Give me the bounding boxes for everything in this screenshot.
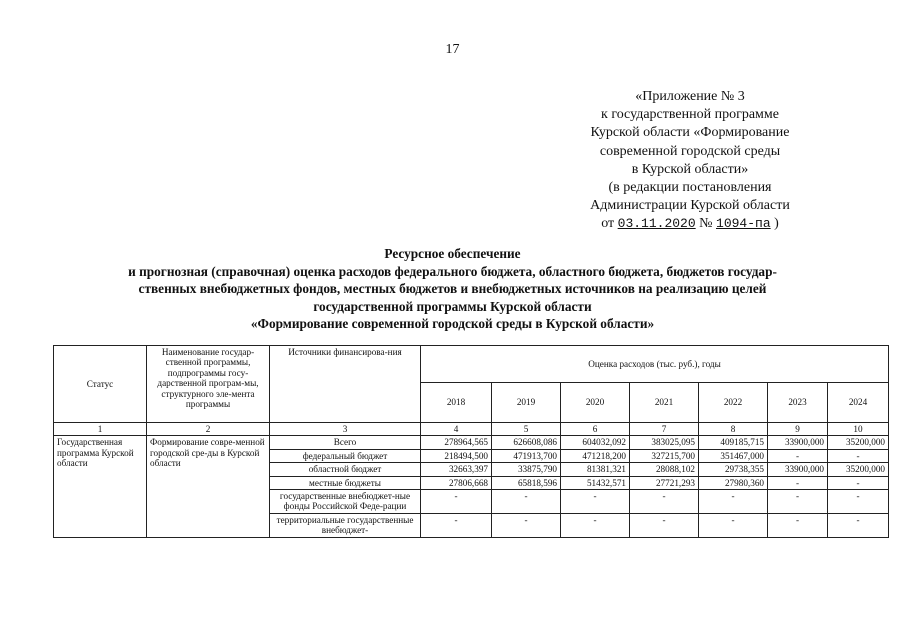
value-cell: 28088,102 (630, 463, 699, 476)
appendix-line: «Приложение № 3 (635, 89, 745, 104)
title-line: ственных внебюджетных фондов, местных бюджетов и внебюджетных источников на реализацию целей (138, 281, 767, 297)
column-number: 5 (492, 423, 561, 436)
header-year: 2022 (699, 383, 768, 423)
value-cell: - (421, 490, 492, 514)
value-cell: - (492, 490, 561, 514)
source-cell: территориальные государственные внебюджет- (270, 513, 421, 537)
appendix-block (560, 88, 820, 234)
resource-table (53, 345, 889, 538)
header-year: 2024 (828, 383, 889, 423)
appendix-line: к государственной программе (601, 107, 779, 123)
value-cell: - (828, 476, 889, 489)
value-cell: 327215,700 (630, 449, 699, 462)
value-cell: - (768, 449, 828, 462)
value-cell: - (768, 476, 828, 489)
value-cell: 33900,000 (768, 463, 828, 476)
title-line: государственной программы Курской области (313, 298, 592, 314)
appendix-line: современной городской среды (599, 143, 781, 159)
value-cell: 27721,293 (630, 476, 699, 489)
title-line: «Формирование современной городской среды в Курской области» (250, 316, 655, 332)
value-cell: - (828, 449, 889, 462)
value-cell: - (561, 513, 630, 537)
value-cell: 51432,571 (561, 476, 630, 489)
value-cell: 35200,000 (828, 436, 889, 449)
column-number: 9 (768, 423, 828, 436)
status-cell: Государственная программа Курской области (54, 436, 147, 537)
title-line: Ресурсное обеспечение (384, 246, 521, 261)
value-cell: - (421, 513, 492, 537)
header-year: 2019 (492, 383, 561, 423)
value-cell: 471218,200 (561, 449, 630, 462)
source-cell: Всего (270, 436, 421, 449)
value-cell: - (828, 513, 889, 537)
header-estimate: Оценка расходов (тыс. руб.), годы (421, 346, 889, 383)
value-cell: 409185,715 (699, 436, 768, 449)
value-cell: 471913,700 (492, 449, 561, 462)
value-cell: 27806,668 (421, 476, 492, 489)
from-label: от (601, 216, 615, 232)
appendix-line: Администрации Курской области (590, 198, 790, 214)
title-line: и прогнозная (справочная) оценка расходов федерального бюджета, областного бюджета, бюджетов государ- (128, 263, 777, 279)
page-number: 17 (445, 42, 460, 57)
column-number: 7 (630, 423, 699, 436)
table-row (54, 436, 889, 449)
header-year: 2023 (768, 383, 828, 423)
header-year: 2020 (561, 383, 630, 423)
source-cell: государственные внебюджет-ные фонды Российской Феде-рации (270, 490, 421, 514)
value-cell: 33875,790 (492, 463, 561, 476)
value-cell: - (630, 513, 699, 537)
decree-reference (560, 215, 820, 233)
value-cell: - (768, 490, 828, 514)
column-number: 1 (54, 423, 147, 436)
source-cell: областной бюджет (270, 463, 421, 476)
value-cell: 278964,565 (421, 436, 492, 449)
appendix-line: в Курской области» (631, 161, 749, 177)
decree-number: 1094-па (716, 216, 771, 232)
value-cell: 27980,360 (699, 476, 768, 489)
value-cell: - (561, 490, 630, 514)
appendix-line: (в редакции постановления (608, 180, 772, 196)
value-cell: 626608,086 (492, 436, 561, 449)
header-year: 2018 (421, 383, 492, 423)
value-cell: 81381,321 (561, 463, 630, 476)
column-number: 3 (270, 423, 421, 436)
value-cell: 604032,092 (561, 436, 630, 449)
value-cell: 218494,500 (421, 449, 492, 462)
value-cell: - (630, 490, 699, 514)
value-cell: 65818,596 (492, 476, 561, 489)
source-cell: местные бюджеты (270, 476, 421, 489)
header-year: 2021 (630, 383, 699, 423)
value-cell: 383025,095 (630, 436, 699, 449)
program-name-cell: Формирование совре-менной городской сре-ды в Курской области (147, 436, 270, 537)
value-cell: - (699, 490, 768, 514)
column-number: 2 (147, 423, 270, 436)
value-cell: 32663,397 (421, 463, 492, 476)
appendix-line: Курской области «Формирование (590, 125, 790, 141)
column-number: 8 (699, 423, 768, 436)
value-cell: - (828, 490, 889, 514)
value-cell: - (492, 513, 561, 537)
source-cell: федеральный бюджет (270, 449, 421, 462)
value-cell: - (699, 513, 768, 537)
column-number: 10 (828, 423, 889, 436)
document-title (60, 245, 845, 333)
column-number: 6 (561, 423, 630, 436)
value-cell: 35200,000 (828, 463, 889, 476)
value-cell: - (768, 513, 828, 537)
closing-paren: ) (774, 216, 779, 232)
decree-date: 03.11.2020 (617, 216, 696, 232)
value-cell: 351467,000 (699, 449, 768, 462)
number-label: № (699, 216, 713, 232)
column-number: 4 (421, 423, 492, 436)
header-name: Наименование государ-ственной программы, подпрограммы госу-дарственной програм-мы, структурного эле-мента программы (147, 346, 270, 423)
header-sources: Источники финансирова-ния (270, 346, 421, 423)
value-cell: 33900,000 (768, 436, 828, 449)
value-cell: 29738,355 (699, 463, 768, 476)
header-status: Статус (54, 346, 147, 423)
